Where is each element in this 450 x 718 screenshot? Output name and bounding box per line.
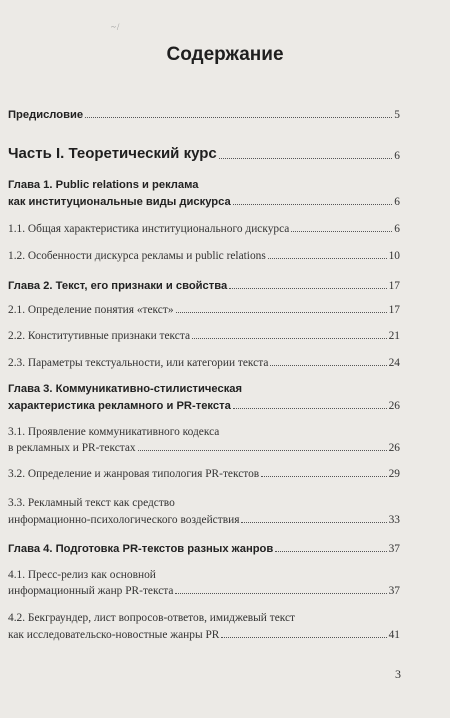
dot-leader (175, 593, 386, 594)
corner-mark: ~/ (111, 22, 121, 32)
toc-entry-ch3 (8, 400, 400, 412)
toc-entry-ch1 (8, 196, 400, 208)
dot-leader (176, 312, 387, 313)
toc-entry-s3-3 (8, 514, 400, 526)
toc-entry-preface (8, 109, 400, 121)
toc-entry-ch2 (8, 280, 400, 292)
dot-leader (233, 204, 393, 205)
toc-page-number: 37 (388, 543, 400, 555)
toc-page-number: 6 (394, 150, 400, 162)
toc-page-number: 17 (388, 280, 400, 292)
dot-leader (275, 551, 386, 552)
toc-entry-label: 1.1. Общая характеристика институционального дискурса (8, 223, 290, 235)
toc-entry-label: 2.2. Конститутивные признаки текста (8, 330, 191, 342)
toc-entry-label: в рекламных и PR-текстах (8, 442, 136, 454)
toc-page-number: 26 (388, 442, 400, 454)
toc-page-number: 33 (388, 514, 400, 526)
toc-page-number: 21 (388, 330, 400, 342)
dot-leader (268, 258, 387, 259)
toc-entry-s3-3-line1: 3.3. Рекламный текст как средство (8, 497, 175, 509)
toc-entry-s1-1 (8, 223, 400, 235)
dot-leader (85, 117, 392, 118)
toc-entry-s4-2-line1: 4.2. Бекграундер, лист вопросов-ответов, имиджевый текст (8, 612, 296, 624)
dot-leader (192, 338, 387, 339)
toc-entry-label: как исследовательско-новостные жанры PR (8, 629, 220, 641)
page-title: Содержание (166, 44, 284, 65)
toc-entry-ch1-line1: Глава 1. Public relations и реклама (8, 179, 199, 191)
toc-entry-part1 (8, 145, 400, 162)
toc-entry-label: информационно-психологического воздействия (8, 514, 240, 526)
toc-entry-label: Часть I. Теоретический курс (8, 145, 217, 162)
toc-entry-ch3-line1: Глава 3. Коммуникативно-стилистическая (8, 383, 243, 395)
toc-entry-label: информационный жанр PR-текста (8, 585, 174, 597)
toc-entry-label: Предисловие (8, 109, 84, 121)
toc-entry-label: характеристика рекламного и PR-текста (8, 400, 231, 412)
toc-entry-label: Глава 4. Подготовка PR-текстов разных жанров (8, 543, 274, 555)
dot-leader (219, 158, 393, 159)
toc-page-number: 10 (388, 250, 400, 262)
dot-leader (233, 408, 387, 409)
toc-entry-s4-1 (8, 585, 400, 597)
toc-entry-s3-1 (8, 442, 400, 454)
dot-leader (221, 637, 386, 638)
toc-page-number: 6 (394, 223, 400, 235)
toc-entry-s1-2 (8, 250, 400, 262)
page-folio: 3 (395, 667, 401, 681)
toc-page-number: 26 (388, 400, 400, 412)
toc-entry-label: как институциональные виды дискурса (8, 196, 231, 208)
toc-entry-s2-3 (8, 357, 400, 369)
toc-entry-s4-2 (8, 629, 400, 641)
toc-page-number: 24 (388, 357, 400, 369)
toc-page-number: 17 (388, 304, 400, 316)
toc-entry-s2-2 (8, 330, 400, 342)
dot-leader (291, 231, 392, 232)
toc-entry-label: 1.2. Особенности дискурса рекламы и public relations (8, 250, 266, 262)
toc-entry-ch4 (8, 543, 400, 555)
toc-page-number: 29 (388, 468, 400, 480)
toc-entry-label: 2.3. Параметры текстуальности, или категории текста (8, 357, 269, 369)
toc-entry-s3-1-line1: 3.1. Проявление коммуникативного кодекса (8, 426, 220, 438)
dot-leader (138, 450, 387, 451)
toc-entry-s2-1 (8, 304, 400, 316)
toc-entry-label: Глава 2. Текст, его признаки и свойства (8, 280, 228, 292)
dot-leader (270, 365, 386, 366)
toc-page-number: 37 (388, 585, 400, 597)
toc-page-number: 41 (388, 629, 400, 641)
toc-page-number: 5 (394, 109, 400, 121)
toc-page-number: 6 (394, 196, 400, 208)
dot-leader (241, 522, 386, 523)
toc-entry-label: 2.1. Определение понятия «текст» (8, 304, 174, 316)
dot-leader (229, 288, 386, 289)
toc-entry-s3-2 (8, 468, 400, 480)
dot-leader (261, 476, 386, 477)
toc-entry-label: 3.2. Определение и жанровая типология PR-текстов (8, 468, 260, 480)
toc-entry-s4-1-line1: 4.1. Пресс-релиз как основной (8, 569, 156, 581)
